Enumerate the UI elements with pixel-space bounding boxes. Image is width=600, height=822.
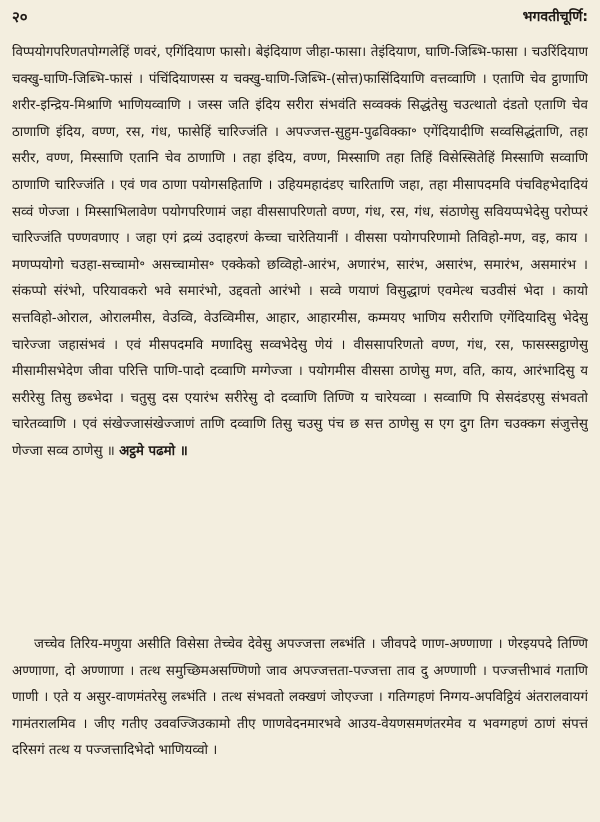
running-title: भगवतीचूर्णि: bbox=[522, 9, 588, 25]
paragraph-1 bbox=[12, 40, 588, 612]
paragraph-2: जच्चेव तिरिय-मणुया असीति विसेसा तेच्चेव देवेसु अपज्जत्ता लब्भंति । जीवपदे णाण-अण्णाणा । णेरइयपदे तिण्णि अण्णाणा, दो अण्णाणा । तत्थ समुच्छिमअसण्णिणो जाव अपज्जत्तता-पज्जत्ता ताव दु अण्णाणी । पज्जत्तीभावं गताणि णाणी । एते य असुर-वाणमंतरेसु लब्भंति । तत्थ संभवतो लक्खणं जोएज्जा । गतिग्गहणं निग्गय-अपविट्ठियं अंतरालवायगं गामंतरालमिव । जीए गतीए उववज्जिउकामो तीए णाणवेदनमारभवे आउय-वेयणसमणंतरमेव य भवग्गहणं ठाणं संपत्तं दरिसगं तत्थ य पज्जत्तादिभेदो भाणियव्वो । bbox=[12, 637, 588, 759]
page-number: २० bbox=[12, 8, 28, 26]
section-end-heading: अट्ठमे पढमो ॥ bbox=[119, 443, 188, 459]
body-text bbox=[12, 40, 588, 822]
paragraph-1-text: विप्पयोगपरिणतपोग्गलेहिं णवरं, एगिंदियाण फासो। बेइंदियाण जीहा-फासा। तेइंदियाण, घाणि-जिब्भि-फासा । चउरिंदियाण चक्खु-घाणि-जिब्भि-फासं । पंचिंदियाणस्स य चक्खु-घाणि-जिब्भि-(सोत्त)फासिंदियाणि वत्तव्वाणि । एताणि चेव ट्ठाणाणि शरीर-इन्द्रिय-मिश्राणि भाणियव्वाणि । जस्स जति इंदिय सरीरा संभवंति सव्वक्कं सिद्धंतेसु चउत्थातो दंडतो एताणि चेव ठाणाणि इंदिय, वण्ण, रस, गंध, फासेहिं चारिज्जंति । अपज्जत्त-सुहुम-पुढविक्का॰ एगेंदियादीणि सव्वसिद्धंताणि, तहा सरीर, वण्ण, मिस्साणि एतानि चेव ठाणाणि । तहा इंदिय, वण्ण, मिस्साणि तहा तिहिं विसेस्सितेहिं मिस्साणि सव्वाणि ठाणाणि चारिज्जंति । एवं णव ठाणा पयोगसहिताणि । उहियमहादंडए चारिताणि जहा, तहा मीसापदमवि पंचविहभेदादियं सव्वं णेज्जा । मिस्साभिलावेण पयोगपरिणामं जहा वीससापरिणतो वण्ण, गंध, रस, गंध, संठाणेसु सवियप्पभेदेसु परोप्परं चारिज्जंति पण्णवणाए । जहा एगं द्रव्यं उदाहरणं केच्चा चारेतियानीं । वीससा पयोगपरिणामो तिविहो-मण, वइ, काय । मणप्पयोगो चउहा-सच्चामो॰ असच्चामोस॰ एक्केको छव्विहो-आरंभ, अणारंभ, सारंभ, असारंभ, समारंभ, असमारंभ । संकप्पो संरंभो, परियावकरो भवे समारंभो, उद्दवतो आरंभो । सव्वे णयाणं विसुद्धाणं एवमेत्थ चउवीसं भेदा । कायो सत्तविहो-ओराल, ओरालमीस, वेउव्वि, वेउव्विमीस, आहार, आहारमीस, कम्मयए भाणिय सरीराणि एगेंदियादिसु भेदेसु चारेज्जा जहासंभवं । एवं मीसपदमवि मणादिसु सव्वभेदेसु णेयं । वीससापरिणतो वण्ण, गंध, रस, फासस्सट्ठाणेसु मीसामीसभेदेण जीवा परित्ति पाणि-पादो दव्वाणि मग्गेज्जा । पयोगमीस वीससा ठाणेसु मण, वति, काय, आरंभादिसु य सरीरेसु तिसु छब्भेदा । चतुसु दस एयारंभ सरीरेसु दो दव्वाणि तिण्णि य चारेयव्वा । सव्वाणि पि सेसदंडएसु संभवतो चारेतव्वाणि । एवं संखेज्जासंखेज्जाणं ताणि दव्वाणि तिसु चउसु पंच छ सत्त ठाणेसु स एग दुग तिग चउक्कग संजुत्तेसु णेज्जा सव्व ठाणेसु ॥ bbox=[12, 45, 588, 459]
